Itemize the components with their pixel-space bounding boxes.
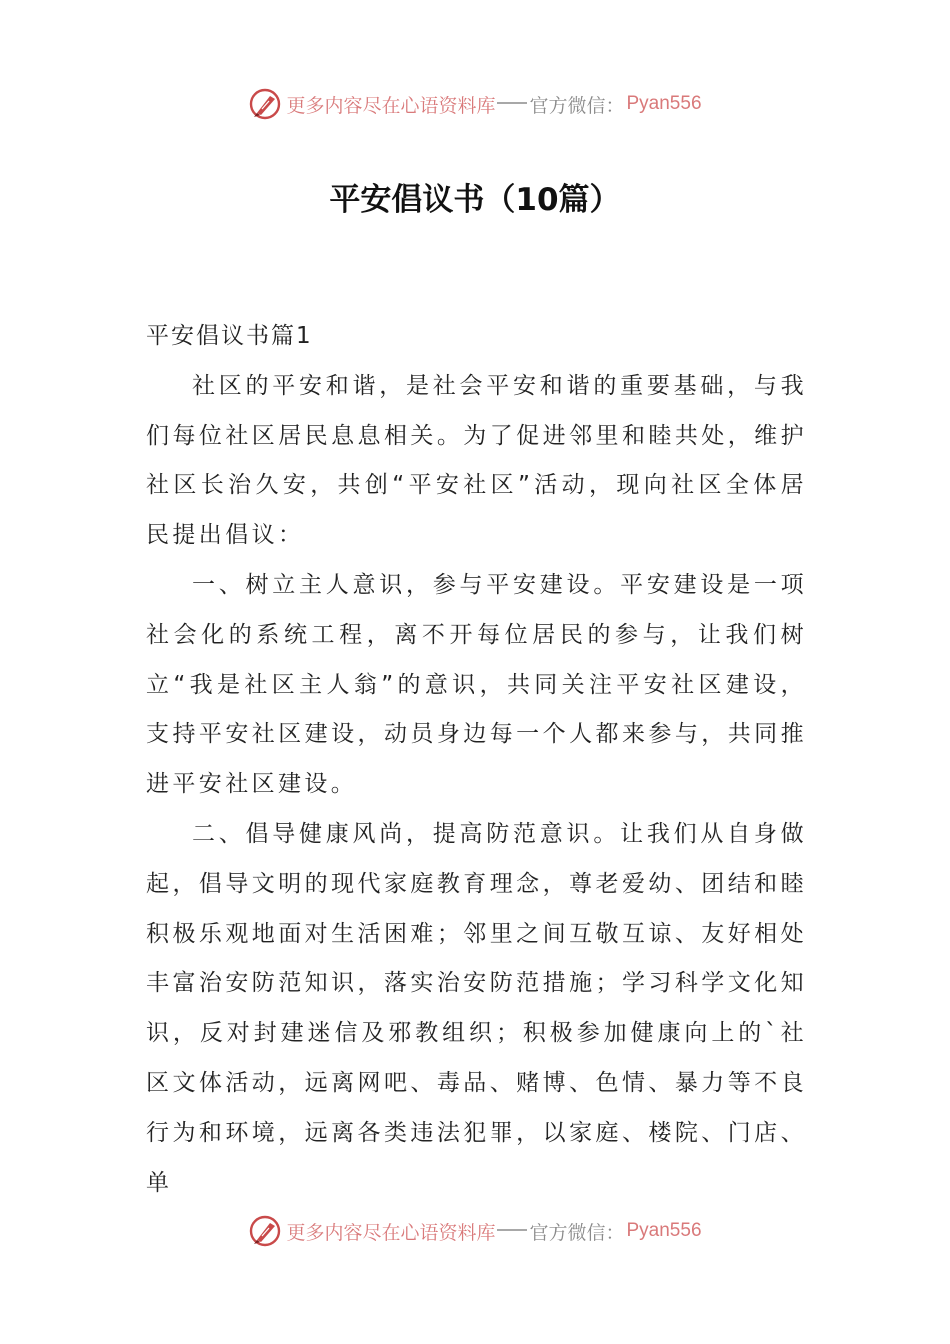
banner-official-label: 官方微信：	[529, 1221, 625, 1244]
section-heading: 平安倡议书篇1	[146, 323, 313, 349]
body-paragraph: 一、树立主人意识，参与平安建设。平安建设是一项社会化的系统工程，离不开每位居民的参与，让我们树立“我是社区主人翁”的意识，共同关注平安社区建设，支持平安社区建设，动员身边每一个人都来参与，共同推进平安社区建设。	[146, 571, 807, 798]
banner-divider	[497, 1229, 527, 1231]
document-body	[146, 312, 807, 1208]
document-title: 平安倡议书（10篇）	[329, 182, 621, 218]
pen-nib-icon	[248, 87, 282, 121]
footer-banner	[0, 1211, 950, 1251]
banner-official-label: 官方微信：	[529, 94, 625, 117]
banner-divider	[497, 102, 527, 104]
body-paragraph: 社区的平安和谐，是社会平安和谐的重要基础，与我们每位社区居民息息相关。为了促进邻里和睦共处，维护社区长治久安，共创“平安社区”活动，现向社区全体居民提出倡议：	[146, 372, 807, 549]
banner-brand-text: 更多内容尽在心语资料库	[286, 1221, 496, 1244]
body-paragraph: 二、倡导健康风尚，提高防范意识。让我们从自身做起，倡导文明的现代家庭教育理念，尊老爱幼、团结和睦积极乐观地面对生活困难；邻里之间互敬互谅、友好相处丰富治安防范知识，落实治安防范措施；学习科学文化知识，反对封建迷信及邪教组织；积极参加健康向上的`社区文体活动，远离网吧、毒品、赌博、色情、暴力等不良行为和环境，远离各类违法犯罪，以家庭、楼院、门店、单	[146, 820, 807, 1196]
banner-wechat-id: Pyan556	[626, 1220, 702, 1241]
header-banner	[0, 84, 950, 124]
pen-nib-icon	[248, 1214, 282, 1248]
banner-brand-text: 更多内容尽在心语资料库	[286, 94, 496, 117]
banner-wechat-id: Pyan556	[626, 93, 702, 114]
